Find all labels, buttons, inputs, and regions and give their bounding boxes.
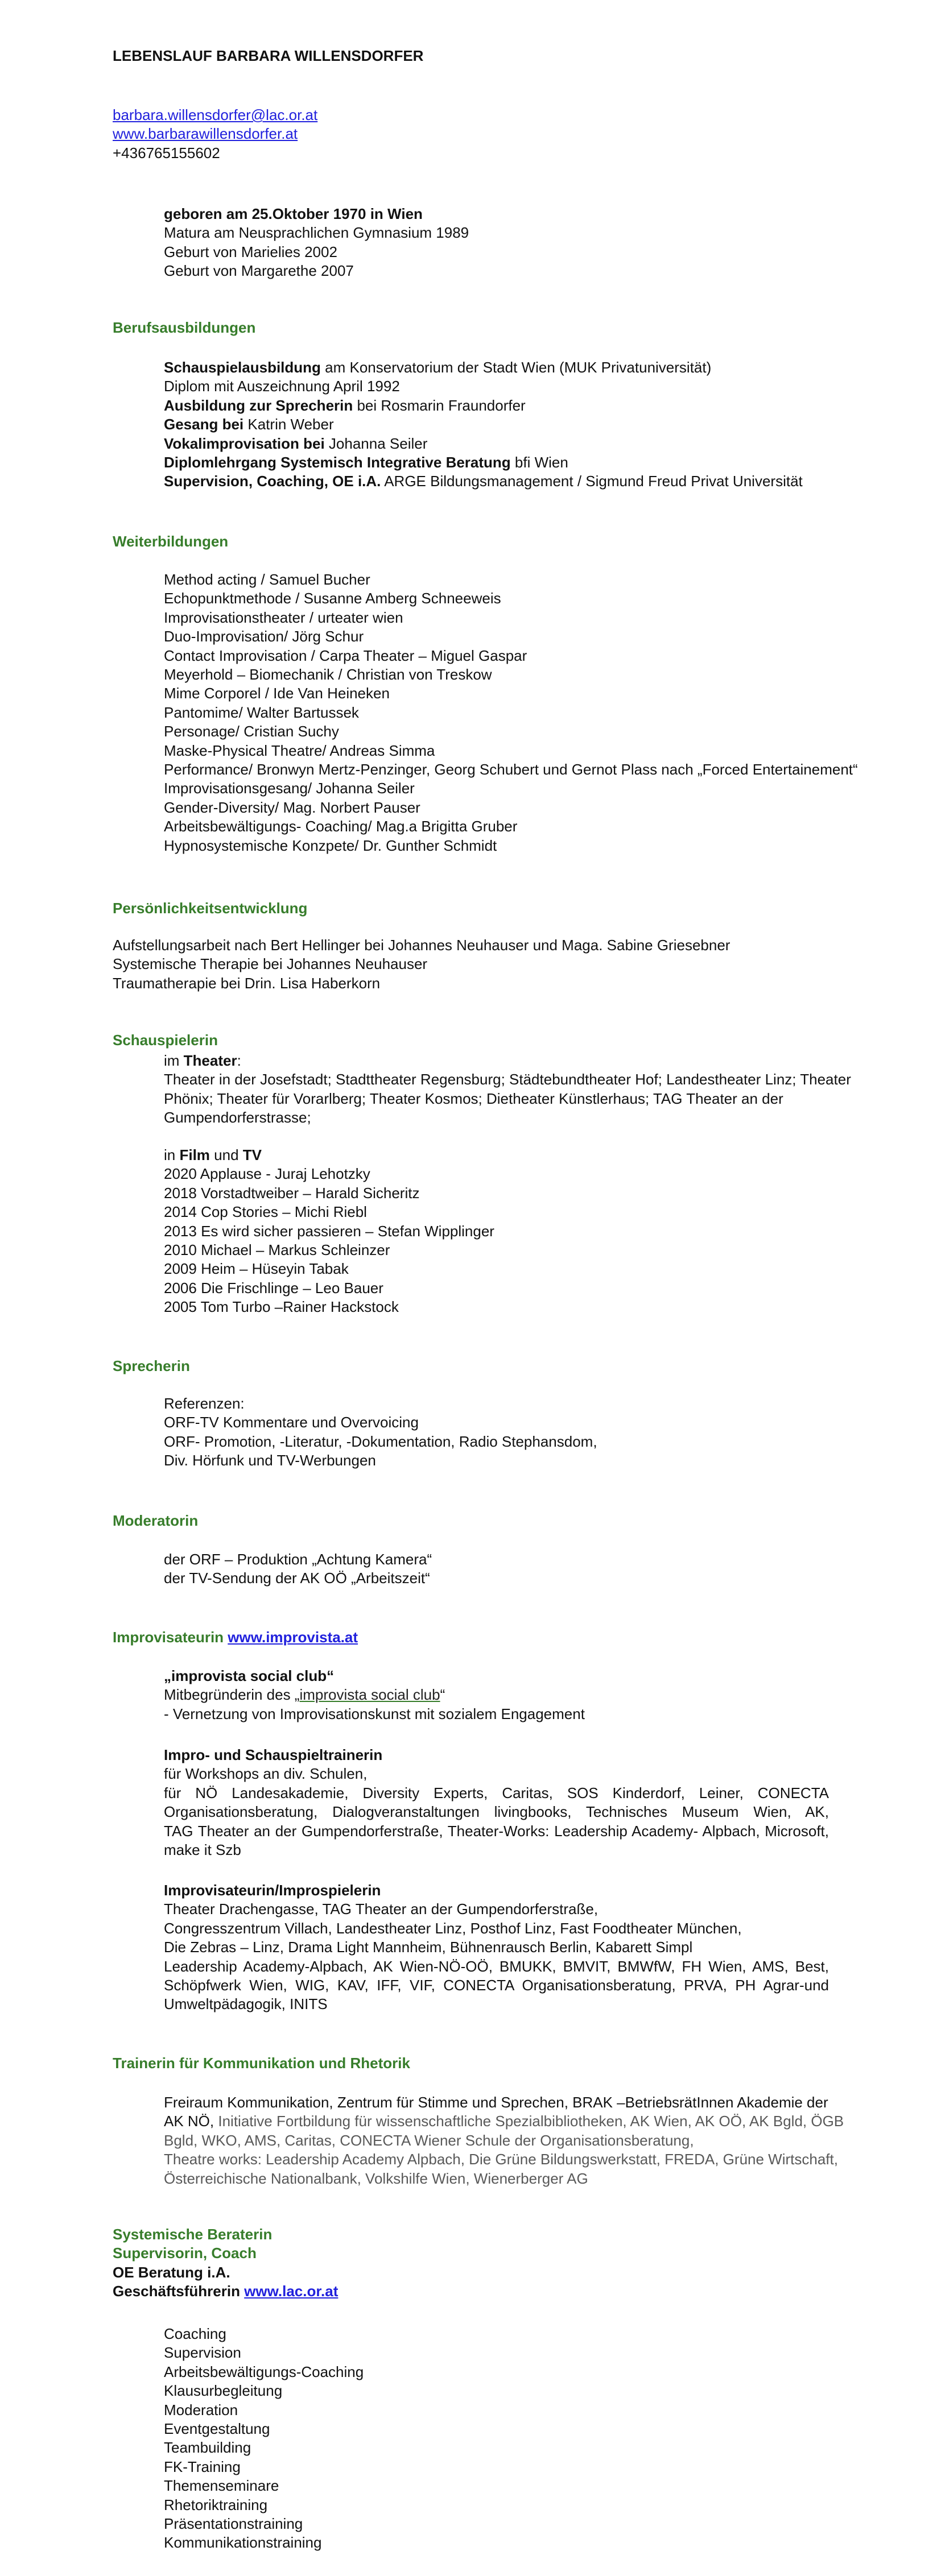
list-item: TAG Theater an der Gumpendorferstraße, Theater-Works: Leadership Academy- Alpbach, Microsoft, bbox=[164, 1822, 829, 1840]
cofounder-line: Mitbegründerin des „improvista social club“ bbox=[164, 1686, 445, 1704]
list-item: Gesang bei Katrin Weber bbox=[164, 416, 334, 433]
weiterbildungen-list bbox=[164, 570, 858, 855]
list-item: Supervision bbox=[164, 2344, 241, 2362]
list-item: Eventgestaltung bbox=[164, 2420, 270, 2438]
section-heading-berufsausbildungen: Berufsausbildungen bbox=[113, 319, 256, 336]
lac-link[interactable]: www.lac.or.at bbox=[244, 2283, 339, 2300]
list-item: der TV-Sendung der AK OÖ „Arbeitszeit“ bbox=[164, 1569, 430, 1587]
page-title: LEBENSLAUF BARBARA WILLENSDORFER bbox=[113, 47, 424, 64]
impro-trainerin-block bbox=[164, 1746, 829, 1859]
geschaeftsfuehrerin-line: Geschäftsführerin www.lac.or.at bbox=[113, 2283, 339, 2300]
film-item: 2014 Cop Stories – Michi Riebl bbox=[164, 1203, 367, 1221]
persoenlichkeitsentwicklung-list bbox=[113, 936, 730, 993]
section-heading-systemische-beraterin: Systemische Beraterin bbox=[113, 2226, 273, 2243]
subheading: Improvisateurin/Improspielerin bbox=[164, 1882, 381, 1899]
list-item: Div. Hörfunk und TV-Werbungen bbox=[164, 1452, 376, 1469]
list-item: Performance/ Bronwyn Mertz-Penzinger, Georg Schubert und Gernot Plass nach „Forced Entertainement“ bbox=[164, 761, 858, 778]
phone-number: +436765155602 bbox=[113, 144, 220, 161]
list-item: Coaching bbox=[164, 2325, 226, 2342]
oe-beratung-line: OE Beratung i.A. bbox=[113, 2263, 230, 2281]
film-item: 2009 Heim – Hüseyin Tabak bbox=[164, 1260, 349, 1278]
list-item: Meyerhold – Biomechanik / Christian von Treskow bbox=[164, 666, 492, 684]
reference-line: Österreichische Nationalbank, Volkshilfe Wien, Wienerberger AG bbox=[164, 2169, 588, 2187]
film-item: 2020 Applause - Juraj Lehotzky bbox=[164, 1165, 370, 1183]
list-item: Rhetoriktraining bbox=[164, 2496, 268, 2513]
list-item: Echopunktmethode / Susanne Amberg Schneeweis bbox=[164, 590, 501, 607]
list-item: der ORF – Produktion „Achtung Kamera“ bbox=[164, 1551, 432, 1568]
list-item: Duo-Improvisation/ Jörg Schur bbox=[164, 628, 364, 645]
list-item: Referenzen: bbox=[164, 1395, 245, 1412]
personal-line: Geburt von Margarethe 2007 bbox=[164, 262, 354, 280]
film-tv-block bbox=[164, 1146, 494, 1317]
section-heading-persoenlichkeitsentwicklung: Persönlichkeitsentwicklung bbox=[113, 900, 308, 917]
sprecherin-block bbox=[164, 1394, 597, 1471]
improspielerin-block bbox=[164, 1881, 829, 2014]
list-item: Supervision, Coaching, OE i.A. ARGE Bildungsmanagement / Sigmund Freud Privat Universität bbox=[164, 473, 803, 490]
section-heading-improvisateurin: Improvisateurin www.improvista.at bbox=[113, 1629, 358, 1646]
subheading: Impro- und Schauspieltrainerin bbox=[164, 1746, 383, 1763]
vernetzung-line: - Vernetzung von Improvisationskunst mit sozialem Engagement bbox=[164, 1705, 585, 1722]
trainerin-kommunikation-block bbox=[164, 2093, 844, 2188]
list-item: Improvisationstheater / urteater wien bbox=[164, 608, 403, 626]
personal-block bbox=[164, 205, 469, 281]
list-item: ORF-TV Kommentare und Overvoicing bbox=[164, 1414, 419, 1431]
section-heading-schauspielerin: Schauspielerin bbox=[113, 1032, 218, 1049]
moderatorin-block bbox=[164, 1550, 432, 1588]
contact-block bbox=[113, 106, 317, 163]
reference-line: AK NÖ, Initiative Fortbildung für wissenschaftliche Spezialbibliotheken, AK Wien, AK OÖ, AK Bgld, ÖGB bbox=[164, 2113, 844, 2130]
film-item: 2013 Es wird sicher passieren – Stefan Wipplinger bbox=[164, 1222, 494, 1240]
list-item: Hypnosystemische Konzpete/ Dr. Gunther Schmidt bbox=[164, 836, 497, 854]
theater-line: Theater in der Josefstadt; Stadttheater Regensburg; Städtebundtheater Hof; Landestheater Linz; Theater bbox=[164, 1071, 851, 1088]
list-item: Umweltpädagogik, INITS bbox=[164, 1995, 328, 2013]
film-item: 2018 Vorstadtweiber – Harald Sicheritz bbox=[164, 1184, 420, 1202]
list-item: FK-Training bbox=[164, 2458, 241, 2475]
list-item: für NÖ Landesakademie, Diversity Experts, Caritas, SOS Kinderdorf, Leiner, CONECTA bbox=[164, 1784, 829, 1801]
film-item: 2005 Tom Turbo –Rainer Hackstock bbox=[164, 1298, 399, 1316]
list-item: Klausurbegleitung bbox=[164, 2382, 283, 2400]
list-item: Die Zebras – Linz, Drama Light Mannheim, Bühnenrausch Berlin, Kabarett Simpl bbox=[164, 1939, 693, 1956]
list-item: Aufstellungsarbeit nach Bert Hellinger bei Johannes Neuhauser und Maga. Sabine Griesebner bbox=[113, 937, 730, 954]
reference-line: Freiraum Kommunikation, Zentrum für Stimme und Sprechen, BRAK –BetriebsrätInnen Akademie der bbox=[164, 2094, 828, 2111]
list-item: Pantomime/ Walter Bartussek bbox=[164, 703, 359, 721]
leistungen-list bbox=[164, 2325, 364, 2553]
list-item: Präsentationstraining bbox=[164, 2515, 303, 2533]
improvista-link[interactable]: www.improvista.at bbox=[228, 1629, 358, 1646]
list-item: Schöpfwerk Wien, WIG, KAV, IFF, VIF, CONECTA Organisationsberatung, PRVA, PH Agrar-und bbox=[164, 1977, 829, 1994]
list-item: Theater Drachengasse, TAG Theater an der Gumpendorferstraße, bbox=[164, 1900, 599, 1918]
film-item: 2006 Die Frischlinge – Leo Bauer bbox=[164, 1279, 383, 1297]
list-item: make it Szb bbox=[164, 1841, 241, 1859]
list-item: Teambuilding bbox=[164, 2439, 251, 2457]
list-item: Schauspielausbildung am Konservatorium der Stadt Wien (MUK Privatuniversität) bbox=[164, 359, 712, 376]
film-item: 2010 Michael – Markus Schleinzer bbox=[164, 1241, 390, 1259]
systemische-beraterin-block bbox=[113, 2225, 338, 2301]
reference-line: Theatre works: Leadership Academy Alpbach, Die Grüne Bildungswerkstatt, FREDA, Grüne Wirtschaft, bbox=[164, 2151, 838, 2168]
birth-line: geboren am 25.Oktober 1970 in Wien bbox=[164, 205, 423, 222]
list-item: Diplom mit Auszeichnung April 1992 bbox=[164, 378, 400, 395]
list-item: Moderation bbox=[164, 2401, 238, 2418]
personal-line: Matura am Neusprachlichen Gymnasium 1989 bbox=[164, 224, 469, 242]
list-item: Ausbildung zur Sprecherin bei Rosmarin Fraundorfer bbox=[164, 396, 526, 414]
list-item: Themenseminare bbox=[164, 2477, 279, 2495]
theater-line: Phönix; Theater für Vorarlberg; Theater Kosmos; Dietheater Künstlerhaus; TAG Theater an der bbox=[164, 1090, 783, 1107]
berufsausbildungen-list bbox=[164, 358, 803, 491]
section-heading-weiterbildungen: Weiterbildungen bbox=[113, 533, 229, 550]
list-item: Mime Corporel / Ide Van Heineken bbox=[164, 685, 390, 702]
list-item: Organisationsberatung, Dialogveranstaltungen livingbooks, Technisches Museum Wien, AK, bbox=[164, 1803, 829, 1821]
improvista-club-block bbox=[164, 1667, 585, 1724]
list-item: Kommunikationstraining bbox=[164, 2534, 322, 2552]
theater-line: Gumpendorferstrasse; bbox=[164, 1109, 311, 1127]
list-item: Arbeitsbewältigungs-Coaching bbox=[164, 2363, 364, 2380]
list-item: für Workshops an div. Schulen, bbox=[164, 1765, 368, 1783]
list-item: Maske-Physical Theatre/ Andreas Simma bbox=[164, 742, 435, 759]
list-item: Arbeitsbewältigungs- Coaching/ Mag.a Brigitta Gruber bbox=[164, 818, 518, 835]
list-item: Method acting / Samuel Bucher bbox=[164, 571, 370, 588]
list-item: Vokalimprovisation bei Johanna Seiler bbox=[164, 434, 428, 452]
reference-line: Bgld, WKO, AMS, Caritas, CONECTA Wiener Schule der Organisationsberatung, bbox=[164, 2131, 694, 2149]
film-intro: in Film und TV bbox=[164, 1146, 262, 1163]
list-item: Personage/ Cristian Suchy bbox=[164, 723, 339, 740]
list-item: Traumatherapie bei Drin. Lisa Haberkorn bbox=[113, 974, 381, 992]
email-link[interactable]: barbara.willensdorfer@lac.or.at bbox=[113, 106, 318, 123]
section-heading-supervisorin-coach: Supervisorin, Coach bbox=[113, 2244, 257, 2262]
list-item: Diplomlehrgang Systemisch Integrative Beratung bfi Wien bbox=[164, 454, 568, 471]
club-title: „improvista social club“ bbox=[164, 1667, 335, 1684]
list-item: Contact Improvisation / Carpa Theater – Miguel Gaspar bbox=[164, 647, 527, 664]
list-item: Leadership Academy-Alpbach, AK Wien-NÖ-OÖ, BMUKK, BMVIT, BMWfW, FH Wien, AMS, Best, bbox=[164, 1957, 829, 1975]
list-item: Congresszentrum Villach, Landestheater Linz, Posthof Linz, Fast Foodtheater München, bbox=[164, 1919, 742, 1937]
list-item: ORF- Promotion, -Literatur, -Dokumentation, Radio Stephansdom, bbox=[164, 1432, 597, 1450]
list-item: Systemische Therapie bei Johannes Neuhauser bbox=[113, 955, 428, 973]
list-item: Gender-Diversity/ Mag. Norbert Pauser bbox=[164, 798, 420, 816]
website-link[interactable]: www.barbarawillensdorfer.at bbox=[113, 125, 298, 143]
personal-line: Geburt von Marielies 2002 bbox=[164, 243, 337, 260]
improvista-social-club-link[interactable]: improvista social club bbox=[299, 1686, 440, 1704]
theater-block bbox=[164, 1051, 851, 1128]
section-heading-trainerin-kommunikation: Trainerin für Kommunikation und Rhetorik bbox=[113, 2055, 410, 2072]
section-heading-sprecherin: Sprecherin bbox=[113, 1357, 190, 1374]
theater-intro: im Theater: bbox=[164, 1052, 241, 1069]
list-item: Improvisationsgesang/ Johanna Seiler bbox=[164, 780, 415, 797]
section-heading-moderatorin: Moderatorin bbox=[113, 1512, 199, 1529]
